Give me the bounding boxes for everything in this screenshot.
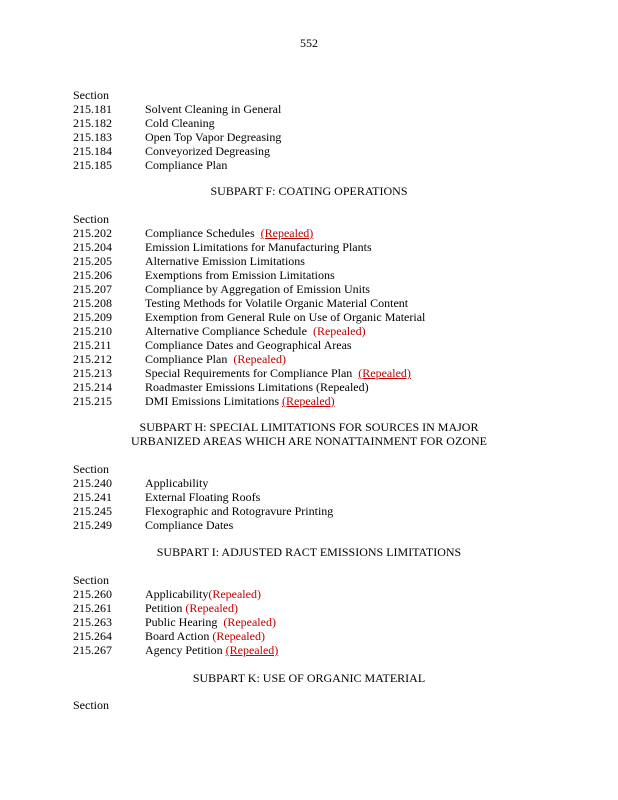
list-item: 215.182 Cold Cleaning bbox=[73, 116, 215, 130]
section-header: Section bbox=[73, 462, 109, 476]
list-item: 215.185 Compliance Plan bbox=[73, 158, 228, 172]
list-item: 215.213 Special Requirements for Compliance Plan (Repealed) bbox=[73, 366, 411, 380]
list-item: 215.206 Exemptions from Emission Limitations bbox=[73, 268, 335, 282]
subpart-f-heading: SUBPART F: COATING OPERATIONS bbox=[210, 184, 408, 198]
repealed-link[interactable]: (Repealed) bbox=[260, 226, 314, 240]
section-list-subpart-k bbox=[73, 698, 553, 712]
repealed-note: (Repealed) bbox=[185, 601, 238, 615]
list-item: 215.205 Alternative Emission Limitations bbox=[73, 254, 305, 268]
list-item: 215.240 Applicability bbox=[73, 476, 209, 490]
list-item: 215.202 Compliance Schedules (Repealed) bbox=[73, 226, 314, 240]
list-item: 215.210 Alternative Compliance Schedule (Repealed) bbox=[73, 324, 366, 338]
list-item: 215.264 Board Action (Repealed) bbox=[73, 629, 265, 643]
list-item: 215.214 Roadmaster Emissions Limitations (Repealed) bbox=[73, 380, 369, 394]
repealed-note: (Repealed) bbox=[212, 629, 265, 643]
page-number: 552 bbox=[300, 36, 318, 50]
section-header: Section bbox=[73, 212, 109, 226]
list-item: 215.209 Exemption from General Rule on Use of Organic Material bbox=[73, 310, 426, 324]
list-item: 215.267 Agency Petition (Repealed) bbox=[73, 643, 279, 657]
subpart-i-heading: SUBPART I: ADJUSTED RACT EMISSIONS LIMITATIONS bbox=[156, 545, 462, 559]
list-item: 215.245 Flexographic and Rotogravure Printing bbox=[73, 504, 334, 518]
section-header: Section bbox=[73, 88, 109, 102]
section-list-subpart-e bbox=[73, 88, 553, 172]
section-header: Section bbox=[73, 698, 109, 712]
repealed-link[interactable]: (Repealed) bbox=[358, 366, 411, 380]
list-item: 215.183 Open Top Vapor Degreasing bbox=[73, 130, 282, 144]
section-header: Section bbox=[73, 573, 109, 587]
list-item: 215.184 Conveyorized Degreasing bbox=[73, 144, 270, 158]
repealed-note: (Repealed) bbox=[223, 615, 276, 629]
subpart-h-heading-line1: SUBPART H: SPECIAL LIMITATIONS FOR SOURCES IN MAJOR bbox=[139, 420, 479, 434]
section-list-subpart-i bbox=[73, 573, 553, 657]
list-item: 215.211 Compliance Dates and Geographical Areas bbox=[73, 338, 352, 352]
section-list-subpart-h bbox=[73, 462, 553, 532]
repealed-link[interactable]: (Repealed) bbox=[282, 394, 335, 408]
list-item: 215.249 Compliance Dates bbox=[73, 518, 234, 532]
list-item: 215.263 Public Hearing (Repealed) bbox=[73, 615, 276, 629]
section-list-subpart-f bbox=[73, 212, 553, 408]
repealed-link[interactable]: (Repealed) bbox=[225, 643, 279, 657]
list-item: 215.207 Compliance by Aggregation of Emission Units bbox=[73, 282, 370, 296]
repealed-note: (Repealed) bbox=[233, 352, 286, 366]
list-item: 215.181 Solvent Cleaning in General bbox=[73, 102, 282, 116]
list-item: 215.212 Compliance Plan (Repealed) bbox=[73, 352, 286, 366]
repealed-note: (Repealed) bbox=[208, 587, 261, 601]
repealed-note: (Repealed) bbox=[312, 324, 366, 338]
subpart-h-heading-line2: URBANIZED AREAS WHICH ARE NONATTAINMENT FOR OZONE bbox=[131, 434, 487, 448]
list-item: 215.241 External Floating Roofs bbox=[73, 490, 261, 504]
list-item: 215.204 Emission Limitations for Manufacturing Plants bbox=[73, 240, 372, 254]
list-item: 215.261 Petition (Repealed) bbox=[73, 601, 238, 615]
subpart-k-heading: SUBPART K: USE OF ORGANIC MATERIAL bbox=[192, 671, 426, 685]
list-item: 215.215 DMI Emissions Limitations (Repealed) bbox=[73, 394, 335, 408]
list-item: 215.208 Testing Methods for Volatile Organic Material Content bbox=[73, 296, 409, 310]
list-item: 215.260 Applicability(Repealed) bbox=[73, 587, 261, 601]
